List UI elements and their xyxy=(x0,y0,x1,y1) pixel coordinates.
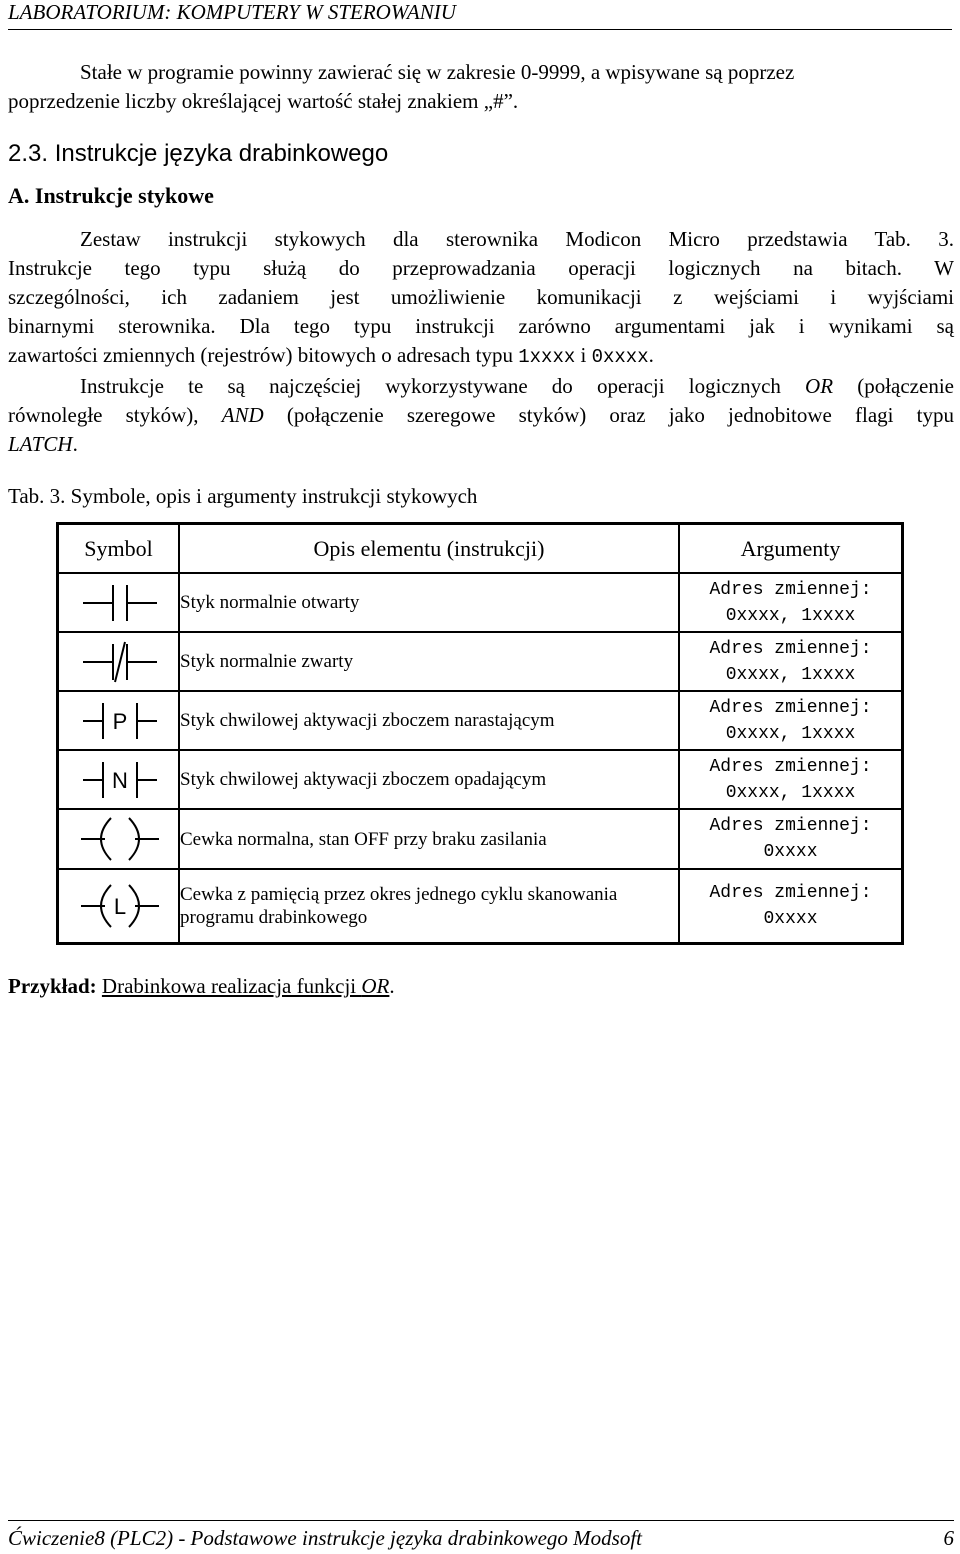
header-arguments: Argumenty xyxy=(679,524,903,574)
description-cell: Cewka normalna, stan OFF przy braku zasilania xyxy=(179,809,679,869)
nc-contact-icon xyxy=(69,640,169,684)
para-line-6b: (połączenie xyxy=(833,374,954,398)
intro-line-1: Stałe w programie powinny zawierać się w zakresie 0-9999, a wpisywane są poprzez xyxy=(80,60,795,84)
para-line-5-end: . xyxy=(648,343,654,367)
arguments-cell xyxy=(679,750,903,809)
and-term: AND xyxy=(221,403,264,427)
example-label: Przykład: xyxy=(8,974,97,998)
arguments-cell xyxy=(679,691,903,750)
arg-value: 0xxxx, 1xxxx xyxy=(725,664,856,685)
para-line-7b: (połączenie szeregowe styków) oraz jako jednobitowe flagi typu xyxy=(263,403,954,427)
table-caption: Tab. 3. Symbole, opis i argumenty instrukcji stykowych xyxy=(8,484,478,508)
arg-label: Adres zmiennej: xyxy=(709,883,872,903)
page-footer xyxy=(8,1520,954,1550)
table-row xyxy=(58,809,903,869)
para-line-6 xyxy=(8,372,954,401)
address-code-0: 0xxxx xyxy=(591,346,649,368)
footer-title: Ćwiczenie8 (PLC2) - Podstawowe instrukcje języka drabinkowego Modsoft xyxy=(8,1526,642,1550)
arg-value: 0xxxx xyxy=(763,842,818,862)
para-line-5a: zawartości zmiennych (rejestrów) bitowych o adresach typu xyxy=(8,343,519,367)
description-cell: Styk normalnie otwarty xyxy=(179,573,679,632)
p-contact-icon xyxy=(69,699,169,743)
footer-rule xyxy=(8,1520,954,1521)
arg-label: Adres zmiennej: xyxy=(709,816,872,836)
table-row xyxy=(58,750,903,809)
no-contact-icon xyxy=(69,581,169,625)
example-text-main: Drabinkowa realizacja funkcji xyxy=(101,974,362,998)
section-heading xyxy=(8,140,954,168)
para-line-4a: binarnymi sterownika. xyxy=(8,314,216,338)
table-row xyxy=(58,632,903,691)
description-cell: Styk chwilowej aktywacji zboczem narastającym xyxy=(179,691,679,750)
para-line-5 xyxy=(8,341,954,372)
table-row xyxy=(58,691,903,750)
symbol-cell xyxy=(58,809,180,869)
header-symbol: Symbol xyxy=(58,524,180,574)
para-line-4b: Dla tego typu instrukcji zarówno argumentami jak i wynikami są xyxy=(215,314,954,338)
para-line-1: Zestaw instrukcji stykowych dla sterownika Modicon Micro przedstawia Tab. 3. xyxy=(80,227,954,251)
description-cell: Styk chwilowej aktywacji zboczem opadającym xyxy=(179,750,679,809)
intro-line-2: poprzedzenie liczby określającej wartość stałej znakiem „#”. xyxy=(8,89,519,113)
table-header-row xyxy=(58,524,903,574)
symbol-cell xyxy=(58,632,180,691)
symbol-cell xyxy=(58,573,180,632)
subsection-title: A. Instrukcje stykowe xyxy=(8,183,214,208)
arg-label: Adres zmiennej: xyxy=(709,756,872,777)
main-paragraph xyxy=(8,225,954,459)
example-end: . xyxy=(389,974,395,998)
para-line-5-mid: i xyxy=(575,343,592,367)
symbol-cell xyxy=(58,869,180,944)
or-term: OR xyxy=(805,374,834,398)
para-line-4 xyxy=(8,312,954,341)
para-line-7 xyxy=(8,401,954,430)
arg-value: 0xxxx, 1xxxx xyxy=(725,605,856,626)
arg-value: 0xxxx, 1xxxx xyxy=(725,782,856,803)
header-description: Opis elementu (instrukcji) xyxy=(179,524,679,574)
header-title: LABORATORIUM: KOMPUTERY W STEROWANIU xyxy=(8,0,456,24)
arg-label: Adres zmiennej: xyxy=(709,697,872,718)
example-or: OR xyxy=(361,974,390,998)
running-header xyxy=(8,0,952,30)
page-number: 6 xyxy=(943,1526,954,1550)
p-letter: P xyxy=(112,708,127,734)
table-row xyxy=(58,869,903,944)
contact-instructions-table xyxy=(56,522,904,945)
arguments-cell xyxy=(679,573,903,632)
address-code-1: 1xxxx xyxy=(518,346,576,368)
subsection-heading xyxy=(8,182,954,210)
description-cell: Styk normalnie zwarty xyxy=(179,632,679,691)
arg-value: 0xxxx xyxy=(763,909,818,929)
arguments-cell xyxy=(679,632,903,691)
para-line-8-end: . xyxy=(72,432,78,456)
l-letter: L xyxy=(113,894,126,919)
symbol-cell xyxy=(58,750,180,809)
n-contact-icon xyxy=(69,758,169,802)
arg-value: 0xxxx, 1xxxx xyxy=(725,723,856,744)
symbol-cell xyxy=(58,691,180,750)
arguments-cell xyxy=(679,869,903,944)
coil-icon xyxy=(69,814,169,864)
intro-paragraph xyxy=(8,58,954,116)
description-cell: Cewka z pamięcią przez okres jednego cyklu skanowania programu drabinkowego xyxy=(179,869,679,944)
section-title: 2.3. Instrukcje języka drabinkowego xyxy=(8,140,389,167)
arg-label: Adres zmiennej: xyxy=(709,579,872,600)
para-line-2: Instrukcje tego typu służą do przeprowadzania operacji logicznych na bitach. W xyxy=(8,256,954,280)
arg-label: Adres zmiennej: xyxy=(709,638,872,659)
example-text xyxy=(102,974,389,998)
para-line-8 xyxy=(8,430,954,459)
para-line-3: szczególności, ich zadaniem jest umożliwienie komunikacji z wejściami i wyjściami xyxy=(8,285,954,309)
example-line xyxy=(8,972,954,1001)
para-line-6a: Instrukcje te są najczęściej wykorzystywane do operacji logicznych xyxy=(80,374,806,398)
latch-coil-icon xyxy=(69,881,169,931)
latch-term: LATCH xyxy=(8,432,73,456)
arguments-cell xyxy=(679,809,903,869)
header-rule xyxy=(8,29,952,30)
table-row xyxy=(58,573,903,632)
para-line-7a: równoległe styków), xyxy=(8,403,222,427)
n-letter: N xyxy=(111,767,128,793)
